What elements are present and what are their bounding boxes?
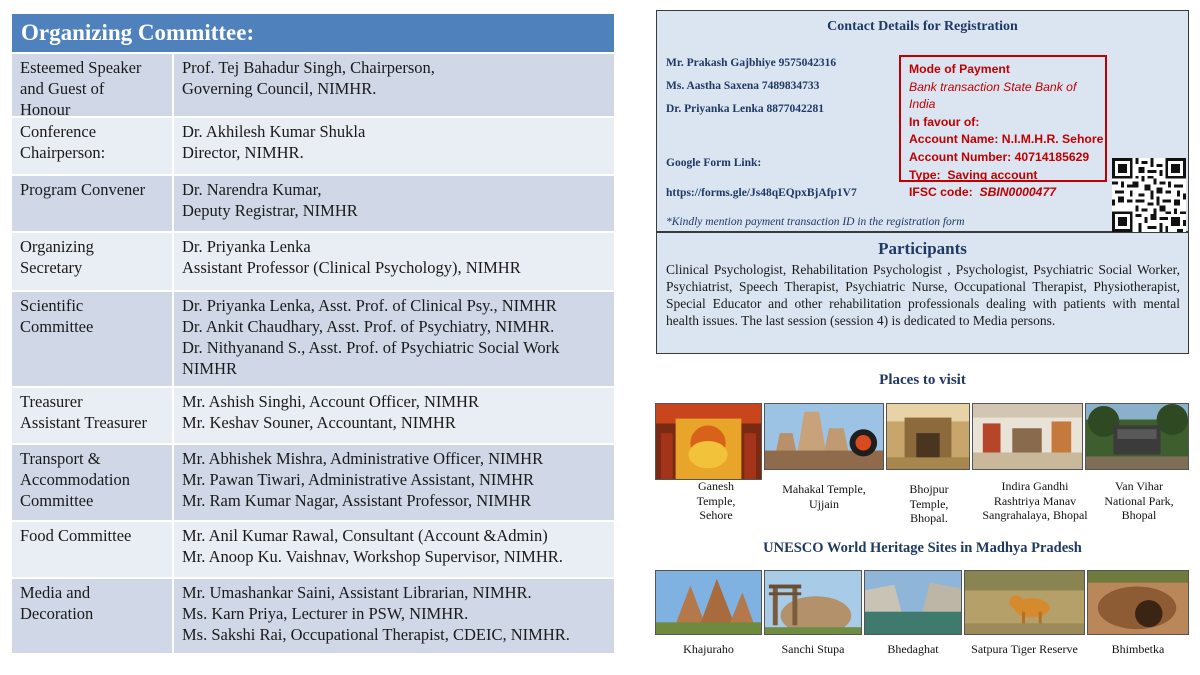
committee-row: [12, 116, 614, 174]
committee-members: Mr. Abhishek Mishra, Administrative Officer, NIMHR Mr. Pawan Tiwari, Administrative Assistant, NIMHR Mr. Ram Kumar Nagar, Assistant Professor, NIMHR: [182, 449, 544, 510]
committee-members: Dr. Priyanka Lenka Assistant Professor (Clinical Psychology), NIMHR: [182, 237, 521, 277]
committee-title: Organizing Committee:: [12, 14, 614, 52]
unesco-title: UNESCO World Heritage Sites in Madhya Pradesh: [763, 540, 1082, 556]
participants-heading: Participants: [878, 239, 967, 258]
khajuraho-photo: [655, 570, 762, 635]
place-caption: Indira Gandhi Rashtriya Manav Sangrahalaya, Bhopal: [982, 479, 1088, 522]
committee-row: [12, 174, 614, 231]
committee-members: Mr. Umashankar Saini, Assistant Librarian, NIMHR. Ms. Karn Priya, Lecturer in PSW, NIMHR. Ms. Sakshi Rai, Occupational Therapist, CDEIC, NIMHR.: [182, 583, 570, 644]
places-title: Places to visit: [879, 372, 966, 388]
committee-row: [12, 520, 614, 577]
payment-favour: In favour of:: [909, 114, 980, 129]
unesco-caption: Bhimbetka: [1111, 642, 1165, 656]
contact-person: Dr. Priyanka Lenka 8877042281: [666, 103, 825, 115]
google-form-label: Google Form Link:: [666, 157, 762, 169]
mahakal-temple-photo: [764, 403, 884, 470]
payment-account-name: Account Name: N.I.M.H.R. Sehore: [909, 132, 1104, 147]
payment-account-number: Account Number: 40714185629: [909, 149, 1090, 164]
committee-role: Treasurer Assistant Treasurer: [12, 388, 174, 443]
contact-person: Ms. Aastha Saxena 7489834733: [666, 80, 820, 92]
committee-row: [12, 386, 614, 443]
place-caption: Ganesh Temple, Sehore: [696, 479, 736, 522]
organizing-committee-table: [12, 14, 614, 670]
payment-ifsc: IFSC code: SBIN0000477: [909, 185, 1057, 200]
committee-members: Mr. Anil Kumar Rawal, Consultant (Account &Admin) Mr. Anoop Ku. Vaishnav, Workshop Supervisor, NIMHR.: [182, 526, 563, 566]
payment-bank: Bank transaction State Bank of India: [909, 79, 1077, 112]
participants-panel: [656, 232, 1189, 354]
place-caption: Van Vihar National Park, Bhopal: [1104, 479, 1174, 522]
bhojpur-temple-photo: [886, 403, 970, 470]
committee-row: [12, 231, 614, 290]
contact-details-panel: [656, 10, 1189, 232]
committee-role: Scientific Committee: [12, 292, 174, 386]
committee-role: Esteemed Speaker and Guest of Honour: [12, 54, 174, 116]
van-vihar-photo: [1085, 403, 1189, 470]
unesco-caption: Khajuraho: [683, 642, 734, 656]
bhedaghat-photo: [864, 570, 962, 635]
qr-code-icon[interactable]: [1112, 158, 1186, 232]
unesco-caption: Bhedaghat: [887, 642, 939, 656]
committee-members: Dr. Narendra Kumar, Deputy Registrar, NIMHR: [182, 180, 358, 220]
committee-role: Food Committee: [12, 522, 174, 577]
sanchi-stupa-photo: [764, 570, 862, 635]
contact-person: Mr. Prakash Gajbhiye 9575042316: [666, 57, 837, 69]
satpura-tiger-photo: [964, 570, 1085, 635]
unesco-caption: Sanchi Stupa: [781, 642, 845, 656]
ganesh-temple-photo: [655, 403, 762, 480]
participants-text: Clinical Psychologist, Rehabilitation Psychologist , Psychologist, Psychiatric Social Worker, Psychiatrist, Speech Therapist, Psychiatric Nurse, Occupational Therapist, Physiotherapist, Special Educator and other rehabilitation professionals dealing with patients with mental health issues. The last session (session 4) is dedicated to Media persons.: [666, 262, 1180, 328]
committee-row: [12, 290, 614, 386]
committee-members: Prof. Tej Bahadur Singh, Chairperson, Governing Council, NIMHR.: [182, 58, 435, 98]
committee-role: Conference Chairperson:: [12, 118, 174, 174]
committee-row: [12, 577, 614, 653]
place-caption: Bhojpur Temple, Bhopal.: [909, 482, 949, 525]
committee-members: Dr. Akhilesh Kumar Shukla Director, NIMHR.: [182, 122, 366, 162]
committee-role: Program Convener: [12, 176, 174, 231]
committee-row: [12, 443, 614, 520]
unesco-caption: Satpura Tiger Reserve: [971, 642, 1078, 656]
payment-type: Type: Saving account: [909, 167, 1038, 182]
committee-role: Media and Decoration: [12, 579, 174, 653]
committee-row: [12, 52, 614, 119]
committee-members: Mr. Ashish Singhi, Account Officer, NIMHR Mr. Keshav Souner, Accountant, NIMHR: [182, 392, 479, 432]
payment-title: Mode of Payment: [909, 62, 1010, 76]
bhimbetka-photo: [1087, 570, 1189, 635]
payment-note: *Kindly mention payment transaction ID in the registration form: [666, 216, 965, 228]
payment-details-box: [899, 55, 1107, 200]
committee-role: Transport & Accommodation Committee: [12, 445, 174, 520]
place-caption: Mahakal Temple, Ujjain: [782, 482, 866, 511]
google-form-link[interactable]: https://forms.gle/Js48qEQpxBjAfp1V7: [666, 187, 857, 199]
manav-sangrahalaya-photo: [972, 403, 1083, 470]
committee-members: Dr. Priyanka Lenka, Asst. Prof. of Clinical Psy., NIMHR Dr. Ankit Chaudhary, Asst. Prof. of Psychiatry, NIMHR. Dr. Nithyanand S., Asst. Prof. of Psychiatric Social Work NIMHR: [182, 296, 560, 378]
committee-role: Organizing Secretary: [12, 233, 174, 290]
contact-heading: Contact Details for Registration: [827, 19, 1018, 34]
